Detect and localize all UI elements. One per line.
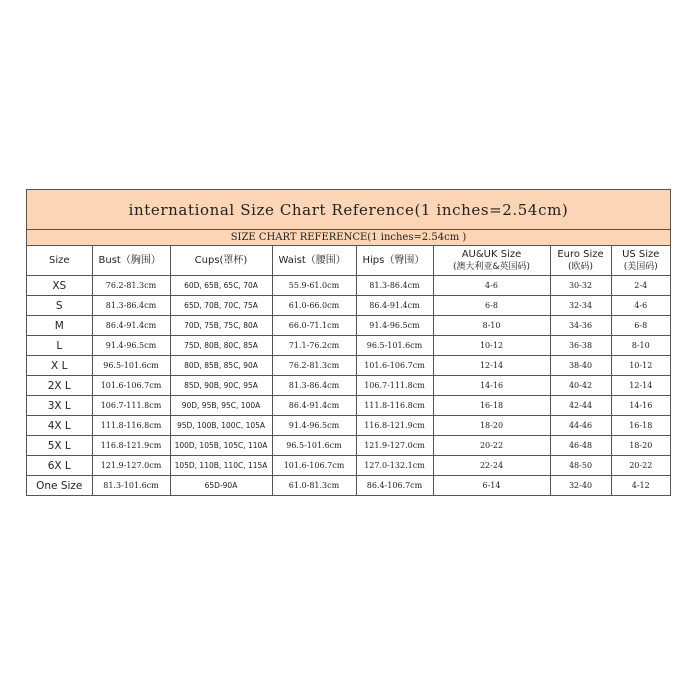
header-hips: Hips（臀围） (356, 246, 433, 276)
cell-us-size: 4-12 (631, 481, 650, 490)
cell-cups: 90D, 95B, 95C, 100A (170, 396, 272, 416)
cell-euro-size: 34-36 (550, 316, 611, 336)
cell-bust: 101.6-106.7cm (92, 376, 170, 396)
cell-waist: 61.0-66.0cm (272, 296, 356, 316)
table-row (27, 376, 670, 396)
cell-bust: 81.3-101.6cm (92, 476, 170, 496)
cell-waist: 66.0-71.1cm (272, 316, 356, 336)
cell-au-uk-size: 8-10 (433, 316, 550, 336)
cell-size: S (27, 296, 92, 316)
cell-euro-size: 44-46 (550, 416, 611, 436)
cell-cups: 75D, 80B, 80C, 85A (170, 336, 272, 356)
cell-euro-size: 32-40 (550, 476, 611, 496)
cell-hips: 121.9-127.0cm (356, 436, 433, 456)
cell-au-uk-size: 16-18 (433, 396, 550, 416)
cell-au-uk-size: 12-14 (433, 356, 550, 376)
cell-waist: 61.0-81.3cm (272, 476, 356, 496)
cell-us-size: 6-8 (611, 316, 670, 336)
cell-euro-size: 36-38 (550, 336, 611, 356)
cell-hips: 86.4-91.4cm (356, 296, 433, 316)
cell-bust: 81.3-86.4cm (92, 296, 170, 316)
table-row (27, 316, 670, 336)
cell-euro-size: 46-48 (550, 436, 611, 456)
cell-au-uk-size: 6-8 (433, 296, 550, 316)
table-row (27, 456, 670, 476)
table-row (27, 416, 670, 436)
cell-cups: 100D, 105B, 105C, 110A (170, 436, 272, 456)
cell-cups: 80D, 85B, 85C, 90A (170, 356, 272, 376)
cell-bust: 76.2-81.3cm (92, 276, 170, 296)
cell-waist: 96.5-101.6cm (272, 436, 356, 456)
cell-euro-size: 40-42 (550, 376, 611, 396)
cell-bust: 116.8-121.9cm (92, 436, 170, 456)
cell-hips: 86.4-106.7cm (356, 476, 433, 496)
cell-waist: 81.3-86.4cm (272, 376, 356, 396)
cell-au-uk-size: 4-6 (433, 276, 550, 296)
cell-us-size: 20-22 (611, 456, 670, 476)
table-row (27, 396, 670, 416)
cell-au-uk-size: 18-20 (433, 416, 550, 436)
header-bust: Bust（胸围） (92, 246, 170, 276)
cell-size: 3X L (27, 396, 92, 416)
cell-euro-size: 30-32 (550, 276, 611, 296)
cell-us-size: 16-18 (611, 416, 670, 436)
cell-euro-size: 38-40 (550, 356, 611, 376)
cell-cups: 70D, 75B, 75C, 80A (170, 316, 272, 336)
cell-au-uk-size: 6-14 (433, 476, 550, 496)
cell-cups: 85D, 90B, 90C, 95A (170, 376, 272, 396)
cell-euro-size: 42-44 (550, 396, 611, 416)
cell-hips: 111.8-116.8cm (356, 396, 433, 416)
cell-bust: 121.9-127.0cm (92, 456, 170, 476)
cell-hips: 106.7-111.8cm (356, 376, 433, 396)
chart-subtitle: SIZE CHART REFERENCE(1 inches=2.54cm ) (27, 230, 670, 246)
header-row (27, 246, 670, 276)
cell-cups: 65D, 70B, 70C, 75A (170, 296, 272, 316)
table-row (27, 436, 670, 456)
cell-cups: 105D, 110B, 110C, 115A (170, 456, 272, 476)
size-chart (26, 189, 671, 496)
cell-hips: 81.3-86.4cm (356, 276, 433, 296)
cell-bust: 86.4-91.4cm (92, 316, 170, 336)
cell-size: 5X L (27, 436, 92, 456)
cell-waist: 101.6-106.7cm (272, 456, 356, 476)
cell-us-size: 18-20 (611, 436, 670, 456)
cell-size: X L (27, 356, 92, 376)
cell-euro-size: 32-34 (550, 296, 611, 316)
cell-size: 6X L (27, 456, 92, 476)
cell-size: M (27, 316, 92, 336)
cell-waist: 86.4-91.4cm (272, 396, 356, 416)
cell-au-uk-size: 20-22 (433, 436, 550, 456)
table-row (27, 276, 670, 296)
cell-bust: 106.7-111.8cm (92, 396, 170, 416)
cell-size: 2X L (27, 376, 92, 396)
cell-au-uk-size: 10-12 (433, 336, 550, 356)
header-au-uk-size: AU&UK Size (澳大利亚&英国码) (433, 246, 550, 276)
table-row (27, 476, 670, 496)
table-row (27, 336, 670, 356)
cell-waist: 76.2-81.3cm (272, 356, 356, 376)
size-table (27, 246, 670, 495)
cell-waist: 55.9-61.0cm (272, 276, 356, 296)
cell-us-size: 8-10 (611, 336, 670, 356)
cell-cups: 60D, 65B, 65C, 70A (170, 276, 272, 296)
cell-cups: 95D, 100B, 100C, 105A (170, 416, 272, 436)
cell-waist: 71.1-76.2cm (272, 336, 356, 356)
cell-us-size: 14-16 (611, 396, 670, 416)
cell-size: XS (27, 276, 92, 296)
cell-bust: 96.5-101.6cm (92, 356, 170, 376)
table-row (27, 356, 670, 376)
cell-bust: 111.8-116.8cm (92, 416, 170, 436)
header-cups: Cups(罩杯) (170, 246, 272, 276)
cell-bust: 91.4-96.5cm (92, 336, 170, 356)
cell-au-uk-size: 14-16 (433, 376, 550, 396)
cell-au-uk-size: 22-24 (433, 456, 550, 476)
cell-hips: 116.8-121.9cm (356, 416, 433, 436)
header-euro-size: Euro Size (欧码) (550, 246, 611, 276)
cell-size: 4X L (27, 416, 92, 436)
cell-size: L (27, 336, 92, 356)
cell-us-size: 4-6 (611, 296, 670, 316)
cell-hips: 127.0-132.1cm (356, 456, 433, 476)
cell-hips: 91.4-96.5cm (356, 316, 433, 336)
header-us-size: US Size (美国码) (611, 246, 670, 276)
header-waist: Waist（腰围） (272, 246, 356, 276)
header-size: Size (27, 246, 92, 276)
cell-size: One Size (27, 476, 92, 496)
cell-cups: 65D-90A (170, 476, 272, 496)
cell-hips: 96.5-101.6cm (356, 336, 433, 356)
table-row (27, 296, 670, 316)
cell-waist: 91.4-96.5cm (272, 416, 356, 436)
cell-us-size: 12-14 (611, 376, 670, 396)
cell-us-size: 10-12 (611, 356, 670, 376)
cell-us-size: 2-4 (611, 276, 670, 296)
size-rows (27, 276, 670, 496)
cell-hips: 101.6-106.7cm (356, 356, 433, 376)
cell-euro-size: 48-50 (550, 456, 611, 476)
chart-title: international Size Chart Reference(1 inches=2.54cm) (27, 190, 670, 230)
